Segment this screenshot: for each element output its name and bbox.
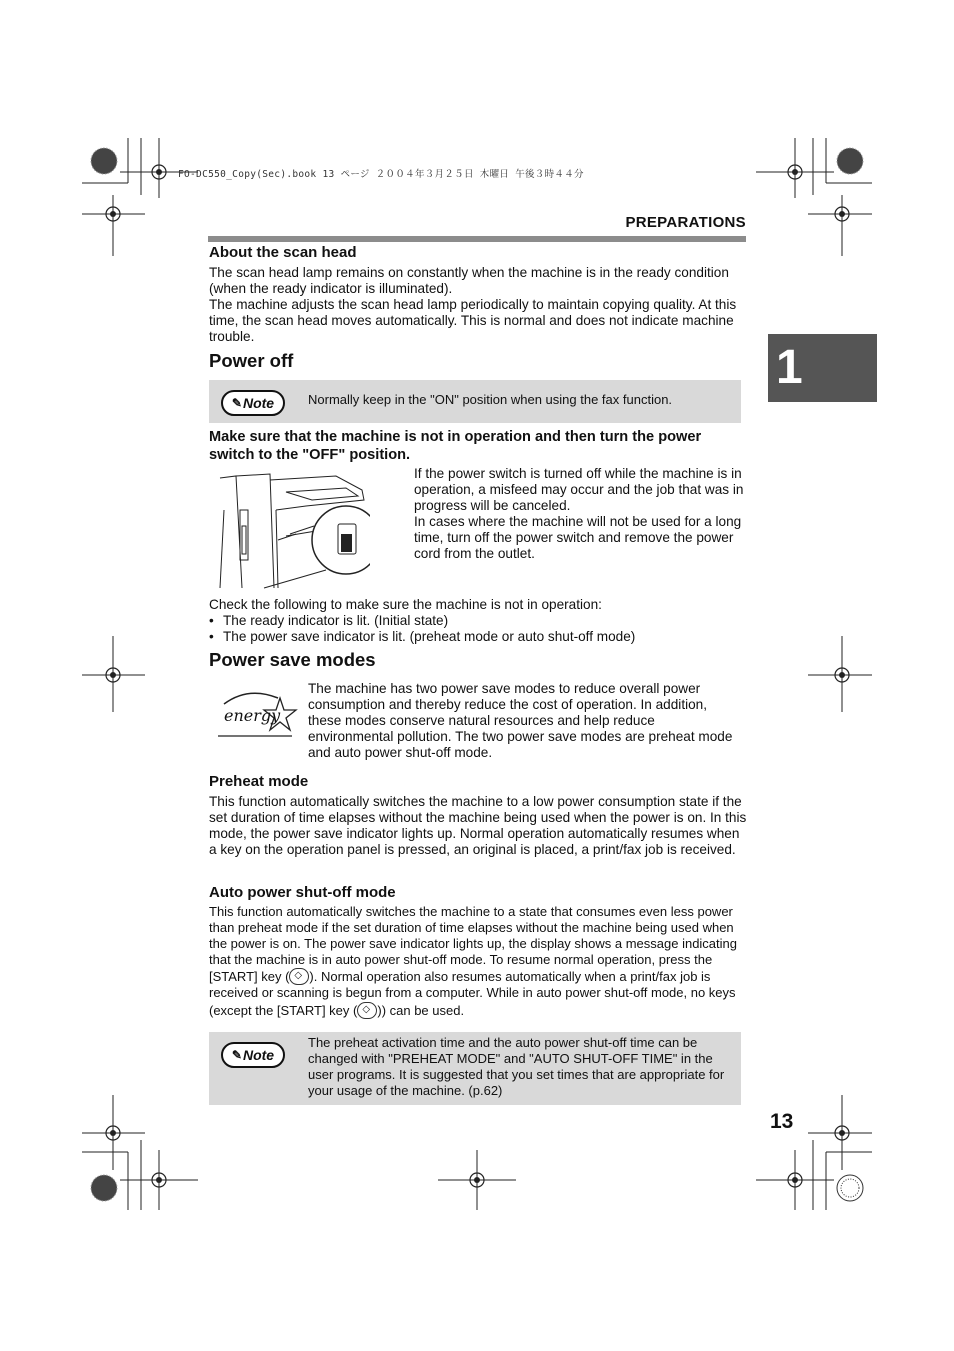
list-item: • The power save indicator is lit. (preheat mode or auto shut-off mode) (209, 629, 749, 645)
page-number: 13 (770, 1110, 794, 1133)
list-item: • The ready indicator is lit. (Initial state) (209, 613, 749, 629)
power-save-intro: The machine has two power save modes to reduce overall power consumption and thereby reduce the cost of operation. In addition, these modes conserve natural resources and help reduce environmental pollution. The two power save modes are preheat mode and auto power shut-off mode. (308, 681, 733, 760)
power-off-side-para2: In cases where the machine will not be used for a long time, turn off the power switch and remove the power cord from the outlet. (414, 514, 742, 561)
scan-head-para2: The machine adjusts the scan head lamp periodically to maintain copying quality. At this time, the scan head moves automatically. This is normal and does not indicate machine trouble. (209, 297, 737, 344)
power-off-side-para1: If the power switch is turned off while the machine is in operation, a misfeed may occur and the job that was in progress will be canceled. (414, 466, 744, 513)
section-label: PREPARATIONS (625, 214, 746, 231)
power-save-note-box (209, 1032, 741, 1105)
energy-logo-text: energy (224, 706, 281, 725)
power-switch-illustration (216, 470, 370, 590)
power-off-instruction: Make sure that the machine is not in operation and then turn the power switch to the "OFF" position. (209, 429, 702, 463)
preheat-heading: Preheat mode (209, 773, 309, 790)
power-off-note-text: Normally keep in the "ON" position when using the fax function. (308, 392, 673, 407)
auto-shutoff-text: This function automatically switches the machine to a state that consumes even less power than preheat mode if the set duration of time elapses without the machine being used when the power is on. The power save indicator lights up, the display shows a message indicating that the machine is in auto power shut-off mode. To resume normal operation, press the [START] key (◇ ). Normal operation also resumes automatically when a print/fax job is received or scanning is begun from a computer. While in auto power shut-off mode, no keys (except the [START] key (◇ )) can be used. (209, 904, 743, 1019)
power-off-note-box (209, 380, 741, 423)
print-job-line: FO-DC550_Copy(Sec).book 13 ページ ２００４年３月２５日 木曜日 午後３時４４分 (178, 169, 584, 180)
auto-shutoff-heading: Auto power shut-off mode (209, 884, 396, 901)
power-save-note-text: The preheat activation time and the auto power shut-off time can be changed with "PREHEAT MODE" and "AUTO SHUT-OFF TIME" in the user programs. It is suggested that you set times that are appropriate for your usage of the machine. (p.62) (308, 1035, 725, 1099)
header-rule (208, 236, 746, 242)
scan-head-para1: The scan head lamp remains on constantly when the machine is in the ready condition (when the ready indicator is illuminated). (209, 265, 729, 296)
start-key-icon (357, 1002, 377, 1019)
check-intro: Check the following to make sure the machine is not in operation: (209, 597, 602, 612)
power-save-heading: Power save modes (209, 649, 376, 670)
check-list (209, 613, 749, 645)
note-badge: ✎ Note (221, 390, 285, 416)
power-off-heading: Power off (209, 350, 294, 371)
pencil-icon: ✎ (231, 1048, 242, 1062)
pencil-icon: ✎ (231, 396, 242, 410)
start-key-icon (289, 968, 309, 985)
energy-star-logo (218, 686, 298, 740)
note-badge: ✎ Note (221, 1042, 285, 1068)
chapter-tab: 1 (768, 334, 877, 402)
preheat-text: This function automatically switches the machine to a low power consumption state if the set duration of time elapses without the machine being used when the power is on. In this mode, the power save indicator lights up. Normal operation automatically resumes when a key on the operation panel is pressed, an original is placed, a print/fax job is received. (209, 794, 747, 857)
scan-head-heading: About the scan head (209, 244, 357, 261)
